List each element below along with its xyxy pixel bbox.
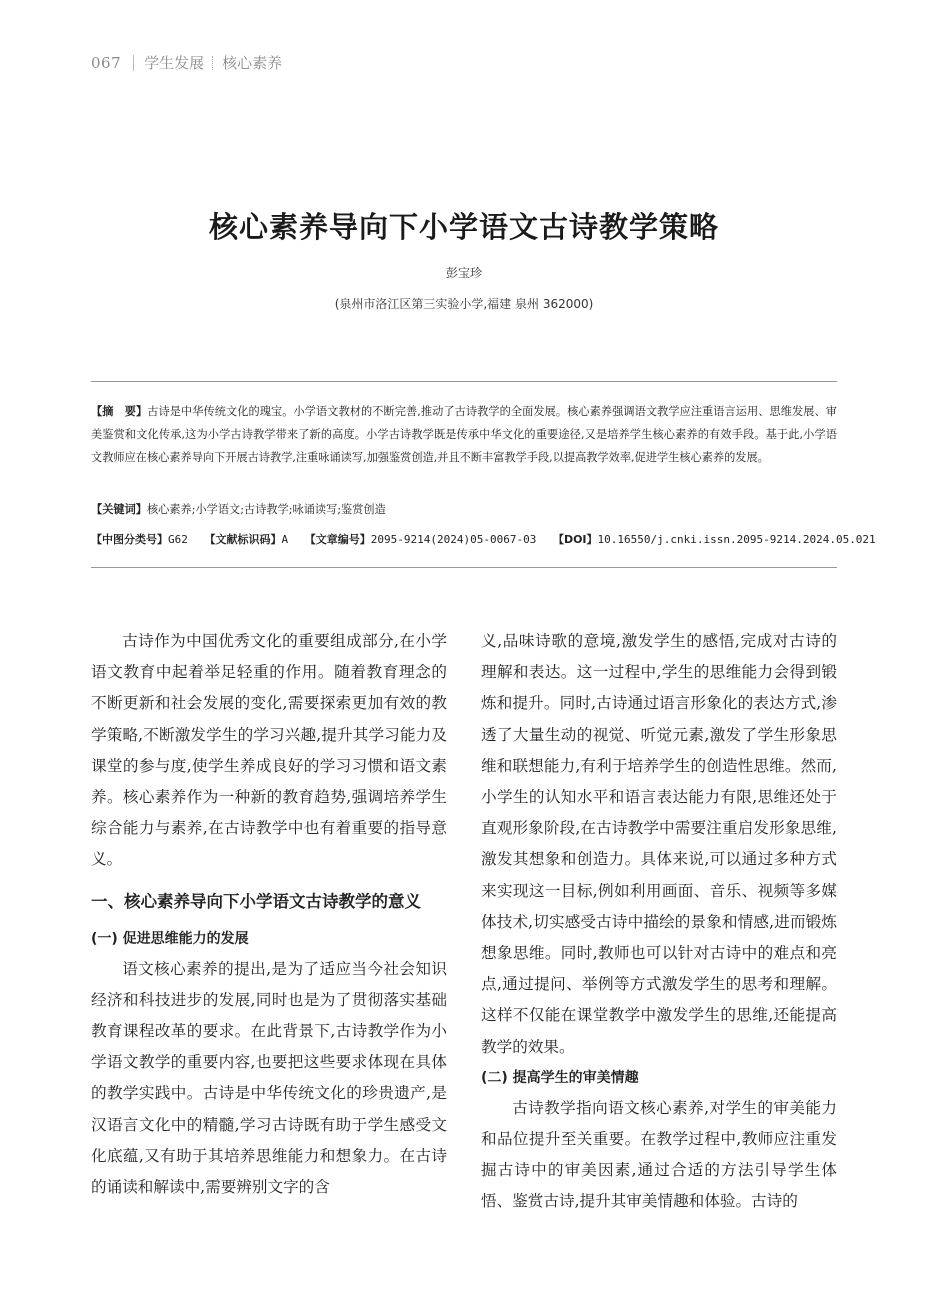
- body-left-column: [91, 626, 447, 1203]
- doi-label: 【DOI】: [552, 533, 598, 546]
- article-number-label: 【文章编号】: [304, 533, 371, 546]
- doi-value: 10.16550/j.cnki.issn.2095-9214.2024.05.021: [597, 533, 876, 546]
- author-affiliation: (泉州市洛江区第三实验小学,福建 泉州 362000): [334, 297, 594, 311]
- author-name: 彭宝珍: [445, 266, 482, 280]
- subsection-heading-2: (二) 提高学生的审美情趣: [481, 1069, 639, 1086]
- clc-value: G62: [168, 533, 188, 546]
- intro-paragraph: 古诗作为中国优秀文化的重要组成部分,在小学语文教育中起着举足轻重的作用。随着教育理念的不断更新和社会发展的变化,需要探索更加有效的教学策略,不断激发学生的学习兴趣,提升其学习能力及课堂的参与度,使学生养成良好的学习习惯和语文素养。核心素养作为一种新的教育趋势,强调培养学生综合能力与素养,在古诗教学中也有着重要的指导意义。: [91, 632, 447, 869]
- abstract-bottom-rule: [91, 567, 837, 568]
- continued-paragraph: 义,品味诗歌的意境,激发学生的感悟,完成对古诗的理解和表达。这一过程中,学生的思维能力会得到锻炼和提升。同时,古诗通过语言形象化的表达方式,渗透了大量生动的视觉、听觉元素,激发了学生形象思维和联想能力,有利于培养学生的创造性思维。然而,小学生的认知水平和语言表达能力有限,思维还处于直观形象阶段,在古诗教学中需要注重启发形象思维,激发其想象和创造力。具体来说,可以通过多种方式来实现这一目标,例如利用画面、音乐、视频等多媒体技术,切实感受古诗中描绘的景象和情感,进而锻炼想象思维。同时,教师也可以针对古诗中的难点和亮点,通过提问、举例等方式激发学生的思考和理解。这样不仅能在课堂教学中激发学生的思维,还能提高教学的效果。: [481, 632, 837, 1056]
- clc-label: 【中图分类号】: [91, 533, 168, 546]
- subsection-heading-1: (一) 促进思维能力的发展: [91, 930, 249, 947]
- page-number: 067: [91, 53, 122, 72]
- section-heading-1: 一、核心素养导向下小学语文古诗教学的意义: [91, 891, 421, 911]
- header-section: 学生发展: [144, 54, 205, 72]
- abstract: [91, 400, 837, 469]
- article-metadata: [91, 528, 876, 551]
- abstract-top-rule: [91, 381, 837, 382]
- subsection-1-paragraph: 语文核心素养的提出,是为了适应当今社会知识经济和科技进步的发展,同时也是为了贯彻落实基础教育课程改革的要求。在此背景下,古诗教学作为小学语文教学的重要内容,也要把这些要求体现在具体的教学实践中。古诗是中华传统文化的珍贵遗产,是汉语言文化中的精髓,学习古诗既有助于学生感受文化底蕴,又有助于其培养思维能力和想象力。在古诗的诵读和解读中,需要辨别文字的含: [91, 959, 447, 1197]
- header-subsection: 核心素养: [222, 54, 283, 72]
- doc-code-label: 【文献标识码】: [204, 533, 282, 546]
- running-header: [91, 52, 282, 73]
- article-number-value: 2095-9214(2024)05-0067-03: [370, 533, 537, 546]
- subsection-2-paragraph: 古诗教学指向语文核心素养,对学生的审美能力和品位提升至关重要。在教学过程中,教师应注重发掘古诗中的审美因素,通过合适的方法引导学生体悟、鉴赏古诗,提升其审美情趣和体验。古诗的: [481, 1098, 837, 1211]
- keywords-text: 核心素养;小学语文;古诗教学;咏诵读写;鉴赏创造: [146, 503, 386, 516]
- abstract-label: 【摘 要】: [91, 405, 148, 418]
- article-title: 核心素养导向下小学语文古诗教学策略: [208, 210, 719, 244]
- abstract-text: 古诗是中华传统文化的瑰宝。小学语文教材的不断完善,推动了古诗教学的全面发展。核心素养强调语文教学应注重语言运用、思维发展、审美鉴赏和文化传承,这为小学古诗教学带来了新的高度。小学古诗教学既是传承中华文化的重要途径,又是培养学生核心素养的有效手段。基于此,小学语文教师应在核心素养导向下开展古诗教学,注重咏诵读写,加强鉴赏创造,并且不断丰富教学手段,以提高教学效率,促进学生核心素养的发展。: [91, 405, 837, 464]
- header-dotted-divider: [212, 56, 214, 70]
- header-divider: [133, 55, 134, 71]
- body-right-column: [481, 626, 837, 1218]
- keywords: [91, 498, 837, 521]
- doc-code-value: A: [281, 533, 289, 546]
- keywords-label: 【关键词】: [91, 503, 147, 516]
